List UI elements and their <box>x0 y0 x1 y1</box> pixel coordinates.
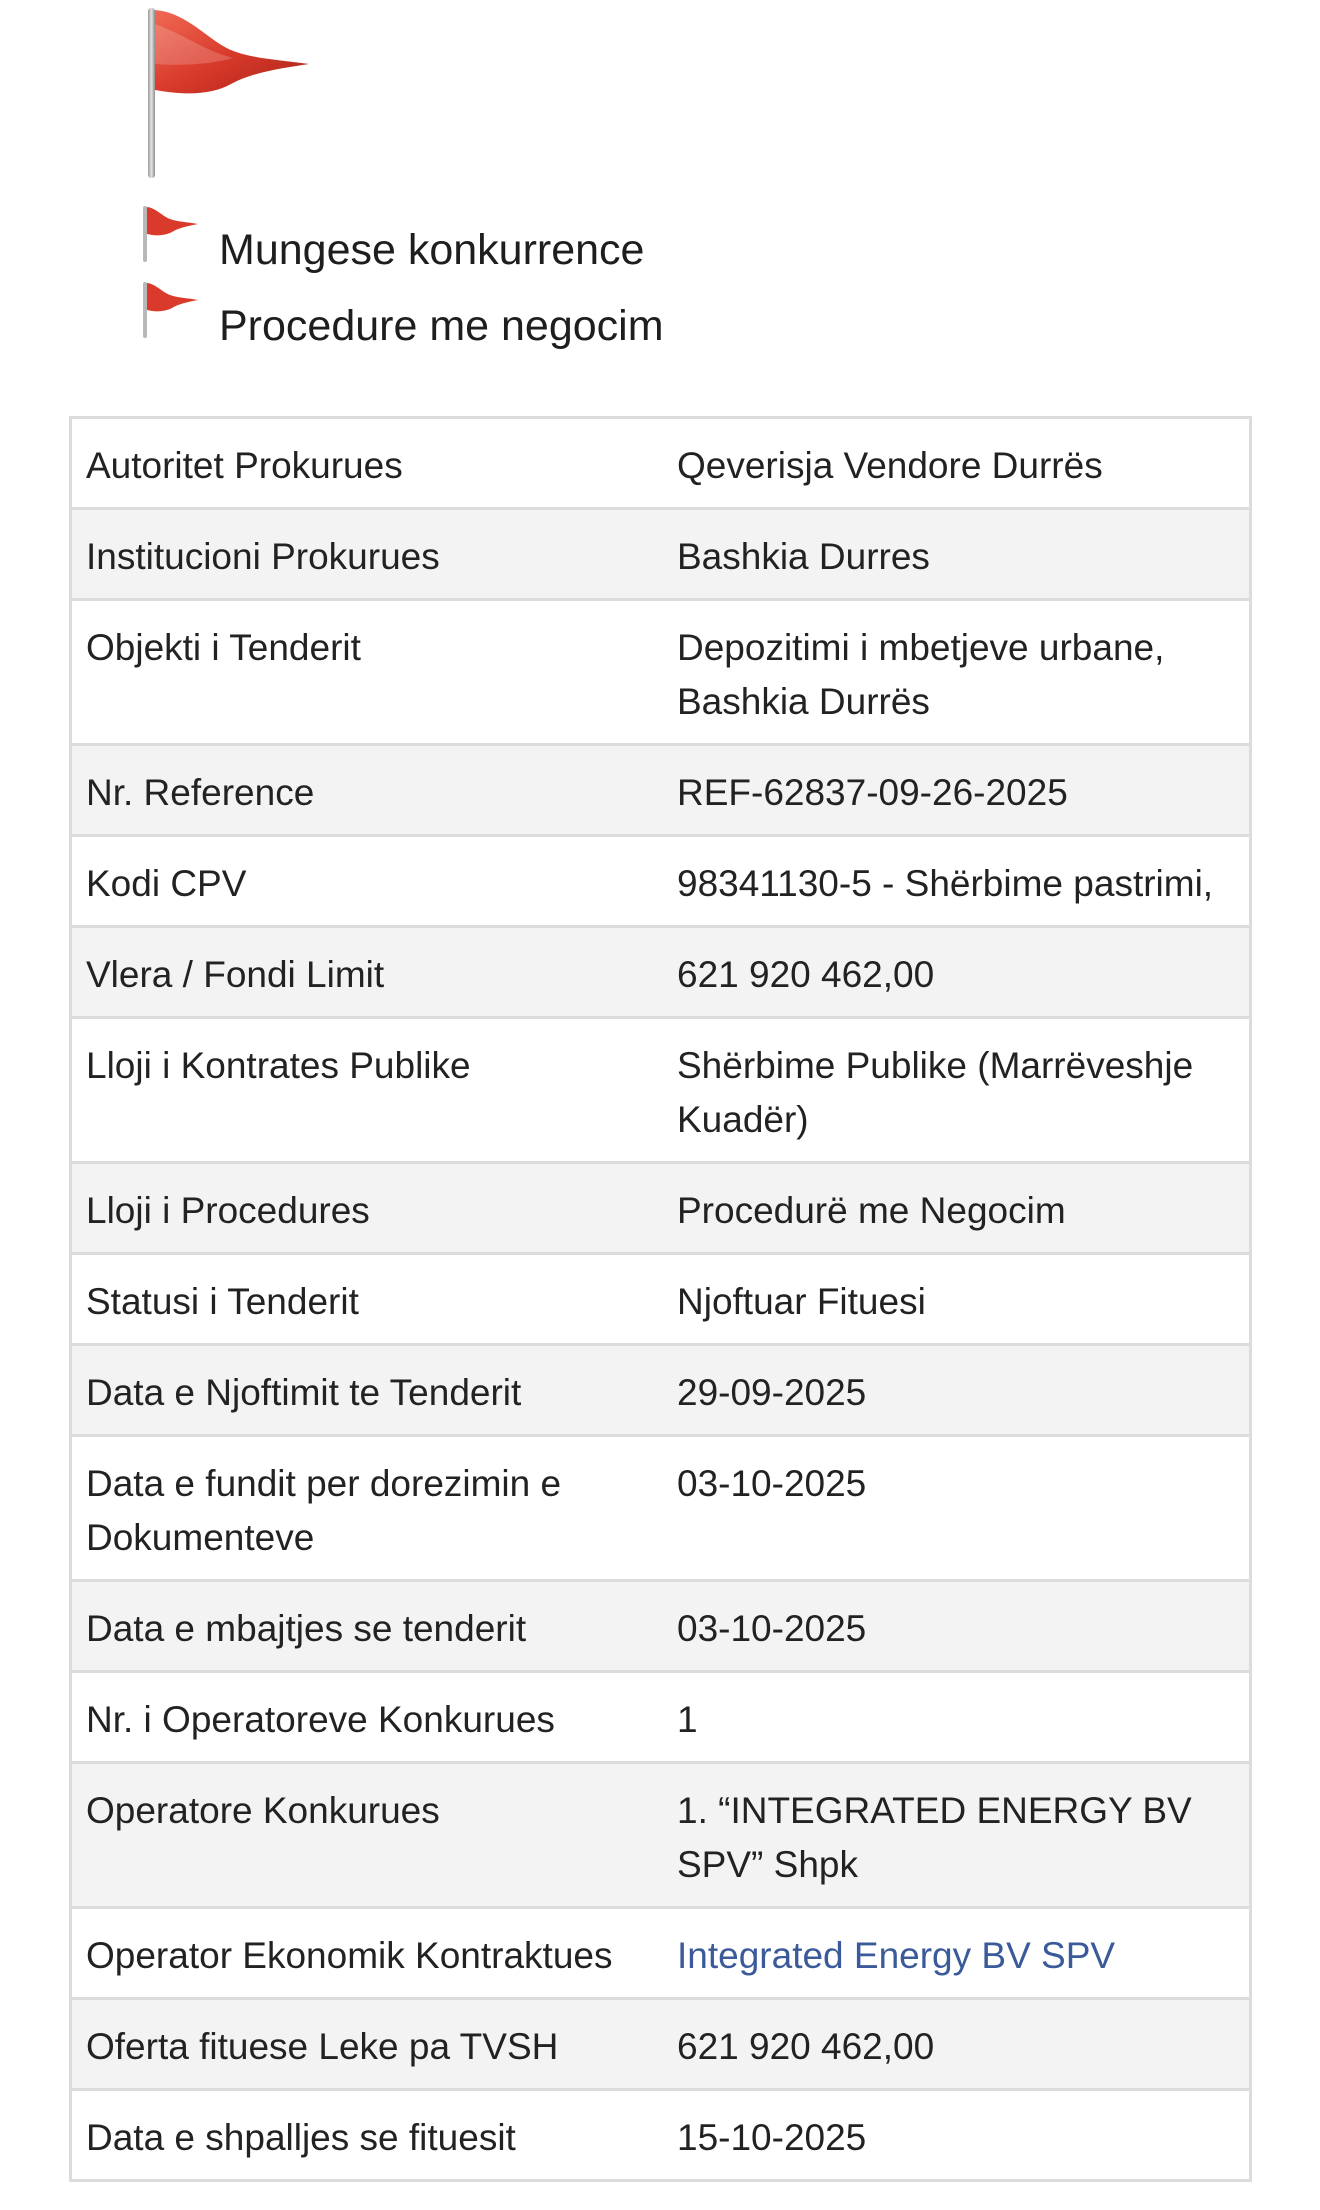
row-value: 03-10-2025 <box>663 1581 1251 1672</box>
table-row <box>71 1163 1251 1254</box>
row-label: Operator Ekonomik Kontraktues <box>71 1908 664 1999</box>
table-row <box>71 1436 1251 1581</box>
row-label: Institucioni Prokurues <box>71 509 664 600</box>
table-row <box>71 1581 1251 1672</box>
table-row <box>71 600 1251 745</box>
row-label: Nr. Reference <box>71 745 664 836</box>
red-flag-icon <box>140 204 200 264</box>
row-value: Shërbime Publike (Marrëveshje Kuadër) <box>663 1018 1251 1163</box>
table-row <box>71 927 1251 1018</box>
row-label: Autoritet Prokurues <box>71 418 664 509</box>
row-label: Oferta fituese Leke pa TVSH <box>71 1999 664 2090</box>
row-value: REF-62837-09-26-2025 <box>663 745 1251 836</box>
flag-item-procedure-me-negocim <box>140 280 664 356</box>
row-label: Data e fundit per dorezimin e Dokumenteve <box>71 1436 664 1581</box>
contractor-link[interactable]: Integrated Energy BV SPV <box>677 1935 1116 1976</box>
table-row <box>71 2090 1251 2181</box>
table-row <box>71 1254 1251 1345</box>
row-value: 1 <box>663 1672 1251 1763</box>
row-label: Objekti i Tenderit <box>71 600 664 745</box>
tender-details-table <box>69 416 1252 2182</box>
table-row <box>71 509 1251 600</box>
row-value: 1. “INTEGRATED ENERGY BV SPV” Shpk <box>663 1763 1251 1908</box>
flag-label: Mungese konkurrence <box>219 226 645 274</box>
row-label: Nr. i Operatoreve Konkurues <box>71 1672 664 1763</box>
row-value: 621 920 462,00 <box>663 927 1251 1018</box>
row-label: Operatore Konkurues <box>71 1763 664 1908</box>
row-label: Lloji i Procedures <box>71 1163 664 1254</box>
row-value: Depozitimi i mbetjeve urbane, Bashkia Durrës <box>663 600 1251 745</box>
red-flag-icon <box>140 280 200 340</box>
row-value: Bashkia Durres <box>663 509 1251 600</box>
row-value: 03-10-2025 <box>663 1436 1251 1581</box>
row-value: 621 920 462,00 <box>663 1999 1251 2090</box>
table-row <box>71 745 1251 836</box>
flag-list <box>140 204 664 356</box>
row-value: 15-10-2025 <box>663 2090 1251 2181</box>
row-value: Qeverisja Vendore Durrës <box>663 418 1251 509</box>
row-value <box>663 1908 1251 1999</box>
red-flag-icon <box>143 4 313 180</box>
table-row <box>71 1763 1251 1908</box>
flag-label: Procedure me negocim <box>219 302 664 350</box>
row-label: Kodi CPV <box>71 836 664 927</box>
table-row <box>71 1908 1251 1999</box>
table-row <box>71 836 1251 927</box>
row-label: Statusi i Tenderit <box>71 1254 664 1345</box>
row-label: Data e Njoftimit te Tenderit <box>71 1345 664 1436</box>
row-value: Procedurë me Negocim <box>663 1163 1251 1254</box>
row-value: 29-09-2025 <box>663 1345 1251 1436</box>
table-row <box>71 1018 1251 1163</box>
table-row <box>71 418 1251 509</box>
flag-item-mungese-konkurrence <box>140 204 664 280</box>
row-label: Vlera / Fondi Limit <box>71 927 664 1018</box>
table-row <box>71 1345 1251 1436</box>
table-row <box>71 1999 1251 2090</box>
row-label: Data e mbajtjes se tenderit <box>71 1581 664 1672</box>
table-row <box>71 1672 1251 1763</box>
row-value: 98341130-5 - Shërbime pastrimi, <box>663 836 1251 927</box>
row-label: Lloji i Kontrates Publike <box>71 1018 664 1163</box>
row-label: Data e shpalljes se fituesit <box>71 2090 664 2181</box>
row-value: Njoftuar Fituesi <box>663 1254 1251 1345</box>
